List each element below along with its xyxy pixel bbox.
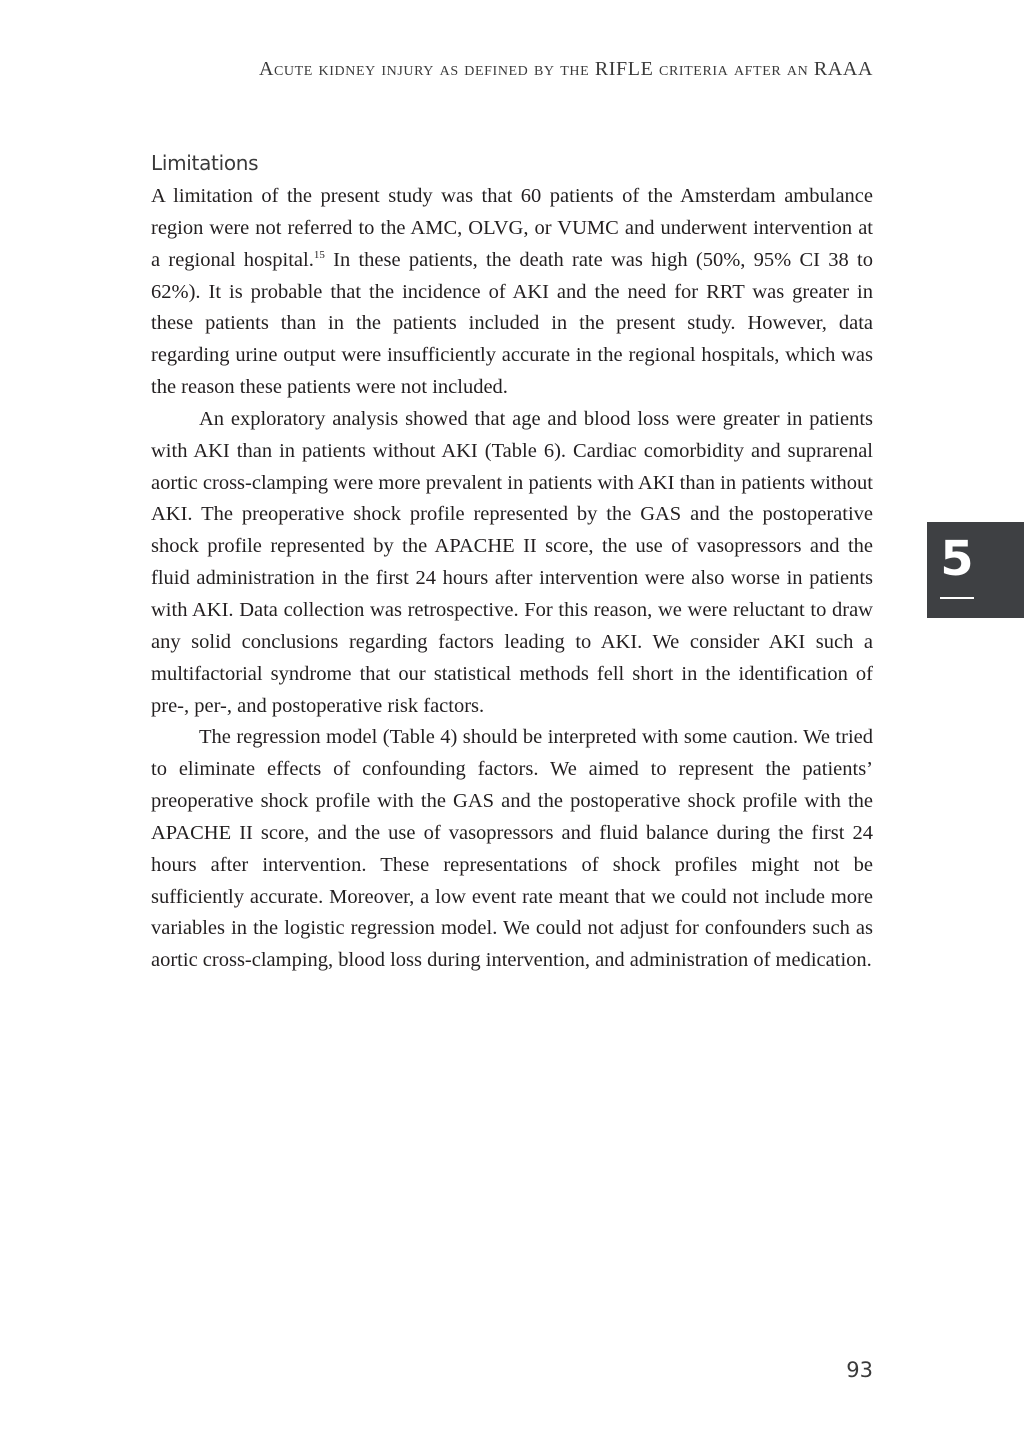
section-heading: Limitations — [151, 151, 259, 175]
paragraph-1 — [151, 181, 873, 404]
chapter-number: 5 — [940, 531, 974, 587]
paragraph-3: The regression model (Table 4) should be interpreted with some caution. We tried to eliminate effects of confounding factors. We aimed to represent the patients’ preoperative shock profile with the GAS and the postoperative shock profile with the APACHE II score, and the use of vasopressors and fluid balance during the first 24 hours after intervention. These representations of shock profiles might not be sufficiently accurate. Moreover, a low event rate meant that we could not include more variables in the logistic regression model. We could not adjust for confounders such as aortic cross-clamping, blood loss during intervention, and administration of medication. — [151, 726, 873, 972]
reference-superscript: 15 — [313, 248, 325, 261]
main-content — [151, 148, 873, 977]
chapter-number-underline — [940, 597, 974, 599]
paragraph-1-continuation: In these patients, the death rate was high (50%, 95% CI 38 to 62%). It is probable that the incidence of AKI and the need for RRT was greater in these patients than in the patients included in the present study. However, data regarding urine output were insufficiently accurate in the regional hospitals, which was the reason these patients were not included. — [151, 248, 874, 399]
page-number: 93 — [846, 1358, 873, 1382]
paragraph-1-text: A limitation of the present study was that 60 patients of the Amsterdam ambulance region were not referred to the AMC, OLVG, or VUMC and underwent intervention at a regional hospital. — [151, 185, 873, 271]
paragraph-2: An exploratory analysis showed that age and blood loss were greater in patients with AKI than in patients without AKI (Table 6). Cardiac comorbidity and suprarenal aortic cross-clamping were more prevalent in patients with AKI than in patients without AKI. The preoperative shock profile represented by the GAS and the postoperative shock profile represented by the APACHE II score, the use of vasopressors and the fluid administration in the first 24 hours after intervention were also worse in patients with AKI. Data collection was retrospective. For this reason, we were reluctant to draw any solid conclusions regarding factors leading to AKI. We consider AKI such a multifactorial syndrome that our statistical methods fell short in the identification of pre-, per-, and postoperative risk factors. — [151, 407, 873, 717]
running-header: Acute kidney injury as defined by the RIFLE criteria after an RAAA — [258, 58, 873, 80]
